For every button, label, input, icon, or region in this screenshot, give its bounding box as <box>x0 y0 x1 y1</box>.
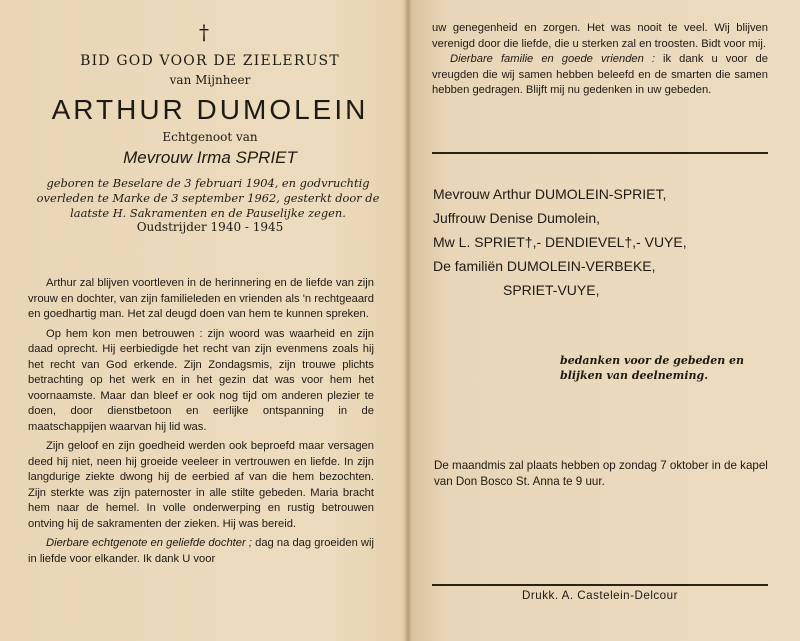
family-line-4: De familiën DUMOLEIN-VERBEKE, <box>433 258 656 274</box>
friends-rest: ik dank u voor de vreugden die wij samen hebben beleefd en de smarten die samen hebben gedragen. Blijft mij nu gedenken in uw gebeden. <box>432 53 768 96</box>
address-rest: dag na dag groeiden wij in liefde voor elkander. Ik dank U voor <box>28 537 374 565</box>
family-line-1: Mevrouw Arthur DUMOLEIN-SPRIET, <box>433 186 667 202</box>
prayer-heading: BID GOD VOOR DE ZIELERUST <box>80 53 340 69</box>
family-list <box>433 182 773 302</box>
deceased-name: ARTHUR DUMOLEIN <box>51 94 369 125</box>
birth-death-details: geboren te Beselare de 3 februari 1904, en godvruchtig overleden te Marke de 3 september 1962, gesterkt door de laatste H. Sakramenten en de Pauselijke zegen. <box>36 176 380 220</box>
veteran-note: Oudstrijder 1940 - 1945 <box>136 220 284 234</box>
continuation-text: uw genegenheid en zorgen. Het was nooit te veel. Wij blijven verenigd door die liefde, die u sterken zal en troosten. Bidt voor mij. <box>432 22 768 50</box>
paragraph-3: Zijn geloof en zijn goedheid werden ook beproefd maar versagen deed hij niet, neen hij groeide veeleer in vertrouwen en liefde. In zijn langdurige ziekte dwong hij de eerbied af van die hem bezochten. Zijn sterkte was zijn paternoster in alle stilte gebeden. Maria bracht hem naar de hemel. In volle onderwerping en rustig betrouwen ontving hij de sakramenten der zieken. Hij was bereid. <box>28 440 374 530</box>
family-line-2: Juffrouw Denise Dumolein, <box>433 210 601 226</box>
spouse-label: Echtgenoot van <box>162 130 258 144</box>
friends-paragraph <box>432 52 768 99</box>
paragraph-1: Arthur zal blijven voortleven in de herinnering en de liefde van zijn vrouw en dochter, van zijn familieleden en vrienden als 'n rechtgeaard en goedhartig man. Het zal deugd doen van hem te kunnen spreken. <box>28 277 374 320</box>
mass-announcement: De maandmis zal plaats hebben op zondag 7 oktober in de kapel van Don Bosco St. Anna te 9 uur. <box>434 459 768 488</box>
thanks-note: bedanken voor de gebeden en blijken van deelneming. <box>560 354 745 382</box>
divider-top <box>432 152 768 154</box>
family-line-3: Mw L. SPRIET†,- DENDIEVEL†,- VUYE, <box>433 234 687 250</box>
title-prefix: van Mijnheer <box>169 73 251 87</box>
family-line-5: SPRIET-VUYE, <box>503 282 600 298</box>
paragraph-2: Op hem kon men betrouwen : zijn woord was waarheid en zijn daad oprecht. Hij eerbiedigde het recht van zijn evenmens zoals hij het recht van God erkende. Zijn Zondagsmis, zijn trouwe plichts betrachting op het werk en in het gezin dat was voor hem het voornaamste. Maar dan bleef er ook nog tijd om anderen plezier te doen, door dienstbetoon en eerlijke ontspanning in de maatschappijen waarvan hij lid was. <box>28 327 374 433</box>
spouse-name: Mevrouw Irma SPRIET <box>123 148 297 167</box>
friends-lead: Dierbare familie en goede vrienden : <box>450 53 656 65</box>
card-fold <box>404 0 412 641</box>
memorial-text <box>28 276 374 571</box>
address-lead: Dierbare echtgenote en geliefde dochter ; <box>46 537 252 549</box>
memorial-text-continued <box>432 21 768 99</box>
divider-bottom <box>432 584 768 586</box>
printer-credit: Drukk. A. Castelein-Delcour <box>522 589 678 602</box>
cross-icon: † <box>199 20 209 44</box>
paragraph-4 <box>28 536 374 567</box>
